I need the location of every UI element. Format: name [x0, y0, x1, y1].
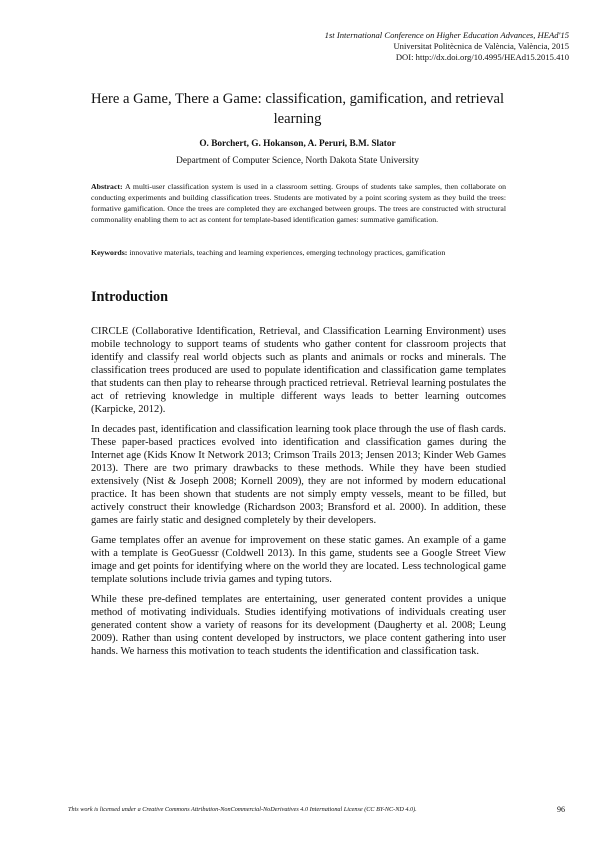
abstract [91, 182, 506, 226]
conference-name: 1st International Conference on Higher Education Advances, HEAd'15 [324, 30, 569, 40]
paragraph-3: Game templates offer an avenue for improvement on these static games. An example of a game with a template is GeoGuessr (Coldwell 2013). In this game, students see a Google Street View image and get points for identifying where on the world they are located. Less technological game template solutions include trivia games and typing tutors. [91, 535, 506, 585]
running-header [149, 30, 569, 63]
license-footer: This work is licensed under a Creative Commons Attribution-NonCommercial-NoDerivatives 4.0 International License (CC BY-NC-ND 4.0). [68, 806, 417, 813]
paper-title: Here a Game, There a Game: classification, gamification, and retrieval learning [90, 91, 505, 127]
body-text [91, 325, 506, 665]
author-list: O. Borchert, G. Hokanson, A. Peruri, B.M. Slator [199, 139, 396, 149]
keywords [91, 248, 506, 259]
keywords-text: innovative materials, teaching and learning experiences, emerging technology practices, gamification [127, 248, 446, 257]
affiliation: Department of Computer Science, North Dakota State University [176, 156, 419, 166]
paragraph-4: While these pre-defined templates are entertaining, user generated content provides a unique method of motivating individuals. Studies identifying motivations of individuals creating user generated content show a variety of reasons for its development (Daugherty et al. 2008; Leung 2009). Rather than using content developed by instructors, we place content gathering into user hands. We harness this motivation to teach students the identification and classification task. [91, 594, 506, 657]
abstract-text: A multi-user classification system is used in a classroom setting. Groups of students take samples, then collaborate on conducting experiments and building classification trees. Students are motivated by a point scoring system as they build the trees: formative gamification. Once the trees are completed they are exchanged between groups. The trees are constructed with structural commonality enabling them to act as content for template-based identification games: summative gamification. [91, 182, 506, 224]
doi-line: DOI: http://dx.doi.org/10.4995/HEAd15.2015.410 [395, 52, 569, 62]
keywords-label: Keywords: [91, 248, 128, 257]
paragraph-2: In decades past, identification and classification learning took place through the use of flash cards. These paper-based practices evolved into identification and classification games during the Internet age (Kids Know It Network 2013; Crimson Trails 2013; Jensen 2013; Kinder Web Games 2013). There are two primary drawbacks to these methods. While they have been studied extensively (Nist & Joseph 2008; Kornell 2009), they are not informed by modern educational practice. It has been shown that students are not simply empty vessels, meant to be filled, but actively construct their knowledge (Richardson 2003; Bransford et al. 2000). In addition, these games are fairly static and designed completely by their developers. [91, 424, 506, 526]
page-number: 96 [557, 805, 565, 814]
university-line: Universitat Politècnica de València, València, 2015 [393, 41, 569, 51]
section-heading: Introduction [91, 289, 168, 305]
paragraph-1: CIRCLE (Collaborative Identification, Retrieval, and Classification Learning Environment) uses mobile technology to support teams of students who gather content for classroom projects that identify and classify real world objects such as plants and animals or rocks and minerals. The classification trees produced are used to populate identification and classification game templates that students can then play to rehearse through practiced retrieval. Retrieval learning postulates the act of retrieving knowledge in multiple different ways leads to better learning outcomes (Karpicke, 2012). [91, 326, 506, 415]
abstract-label: Abstract: [91, 182, 123, 191]
